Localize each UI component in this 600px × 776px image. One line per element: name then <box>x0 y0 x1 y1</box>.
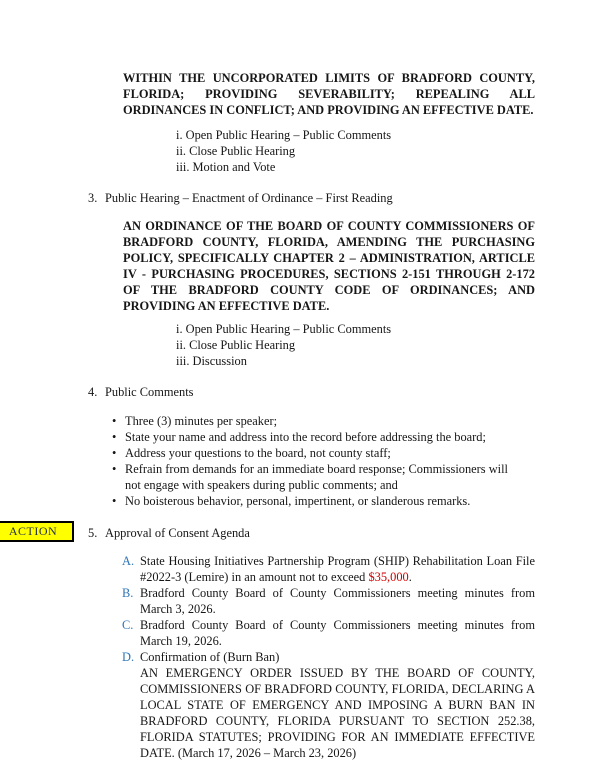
consent-item-text <box>140 553 535 585</box>
consent-item-d <box>122 649 535 761</box>
consent-item-text <box>140 649 535 761</box>
agenda-item-number: 4. <box>88 385 98 399</box>
hearing-steps-second <box>176 321 535 369</box>
rule-text: Three (3) minutes per speaker; <box>125 414 278 428</box>
consent-item-letter: A. <box>122 554 135 568</box>
agenda-item-title: Public Hearing – Enactment of Ordinance – First Reading <box>105 191 393 205</box>
rule-text: Refrain from demands for an immediate board response; Commissioners will not engage with speakers during public comments; and <box>125 462 508 492</box>
action-badge: ACTION <box>0 521 74 542</box>
bullet-icon: • <box>112 462 117 476</box>
consent-item-c <box>122 617 535 649</box>
agenda-content <box>8 70 535 761</box>
hearing-step: i. Open Public Hearing – Public Comments <box>176 128 392 142</box>
hearing-step: iii. Discussion <box>176 354 247 368</box>
rule-item <box>112 493 512 509</box>
consent-item-text: Bradford County Board of County Commissioners meeting minutes from March 19, 2026. <box>140 618 535 648</box>
consent-item-letter: C. <box>122 618 134 632</box>
burn-ban-title: Confirmation of (Burn Ban) <box>140 650 280 664</box>
rule-item <box>112 445 512 461</box>
agenda-item-5 <box>8 524 535 541</box>
ordinance-summary-continuation: WITHIN THE UNCORPORATED LIMITS OF BRADFORD COUNTY, FLORIDA; PROVIDING SEVERABILITY; REPEALING ALL ORDINANCES IN CONFLICT; AND PROVIDING AN EFFECTIVE DATE. <box>123 71 535 117</box>
burn-ban-order-text: AN EMERGENCY ORDER ISSUED BY THE BOARD OF COUNTY, COMMISSIONERS OF BRADFORD COUNTY, FLORIDA, DECLARING A LOCAL STATE OF EMERGENCY AND IMPOSING A BURN BAN IN BRADFORD COUNTY, FLORIDA PURSUANT TO SECTION 252.38, FLORIDA STATUTES; PROVIDING FOR AN IMMEDIATE EFFECTIVE DATE. (March 17, 2026 – March 23, 2026) <box>140 666 535 760</box>
ordinance-summary-purchasing: AN ORDINANCE OF THE BOARD OF COUNTY COMMISSIONERS OF BRADFORD COUNTY, FLORIDA, AMENDING THE PURCHASING POLICY, SPECIFICALLY CHAPTER 2 – ADMINISTRATION, ARTICLE IV - PURCHASING PROCEDURES, SECTIONS 2-151 THROUGH 2-172 OF THE BRADFORD COUNTY CODE OF ORDINANCES; AND PROVIDING AN EFFECTIVE DATE. <box>123 219 535 313</box>
bullet-icon: • <box>112 446 117 460</box>
hearing-step: ii. Close Public Hearing <box>176 144 296 158</box>
hearing-step: i. Open Public Hearing – Public Comments <box>176 322 392 336</box>
ship-loan-text-end: . <box>408 570 412 584</box>
bullet-icon: • <box>112 430 117 444</box>
consent-item-letter: B. <box>122 586 134 600</box>
rule-text: Address your questions to the board, not county staff; <box>125 446 391 460</box>
rule-item <box>112 461 512 493</box>
public-comment-rules <box>112 413 512 509</box>
agenda-item-number: 3. <box>88 191 98 205</box>
consent-item-a <box>122 553 535 585</box>
agenda-item-3 <box>70 190 535 206</box>
consent-item-b <box>122 585 535 617</box>
agenda-item-title: Public Comments <box>105 385 194 399</box>
hearing-step: ii. Close Public Hearing <box>176 338 296 352</box>
consent-item-letter: D. <box>122 650 135 664</box>
rule-item <box>112 413 512 429</box>
hearing-step: iii. Motion and Vote <box>176 160 276 174</box>
bullet-icon: • <box>112 494 117 508</box>
agenda-item-number: 5. <box>88 526 98 540</box>
loan-amount: $35,000 <box>368 570 409 584</box>
agenda-item-4 <box>70 384 535 400</box>
rule-text: State your name and address into the record before addressing the board; <box>125 430 486 444</box>
rule-item <box>112 429 512 445</box>
consent-agenda-list <box>122 553 535 761</box>
agenda-item-title: Approval of Consent Agenda <box>105 526 250 540</box>
hearing-steps-first <box>176 127 535 175</box>
ship-loan-text: State Housing Initiatives Partnership Program (SHIP) Rehabilitation Loan File #2022-3 (Lemire) in an amount not to exceed <box>140 554 535 584</box>
bullet-icon: • <box>112 414 117 428</box>
rule-text: No boisterous behavior, personal, impertinent, or slanderous remarks. <box>125 494 471 508</box>
consent-item-text: Bradford County Board of County Commissioners meeting minutes from March 3, 2026. <box>140 586 535 616</box>
